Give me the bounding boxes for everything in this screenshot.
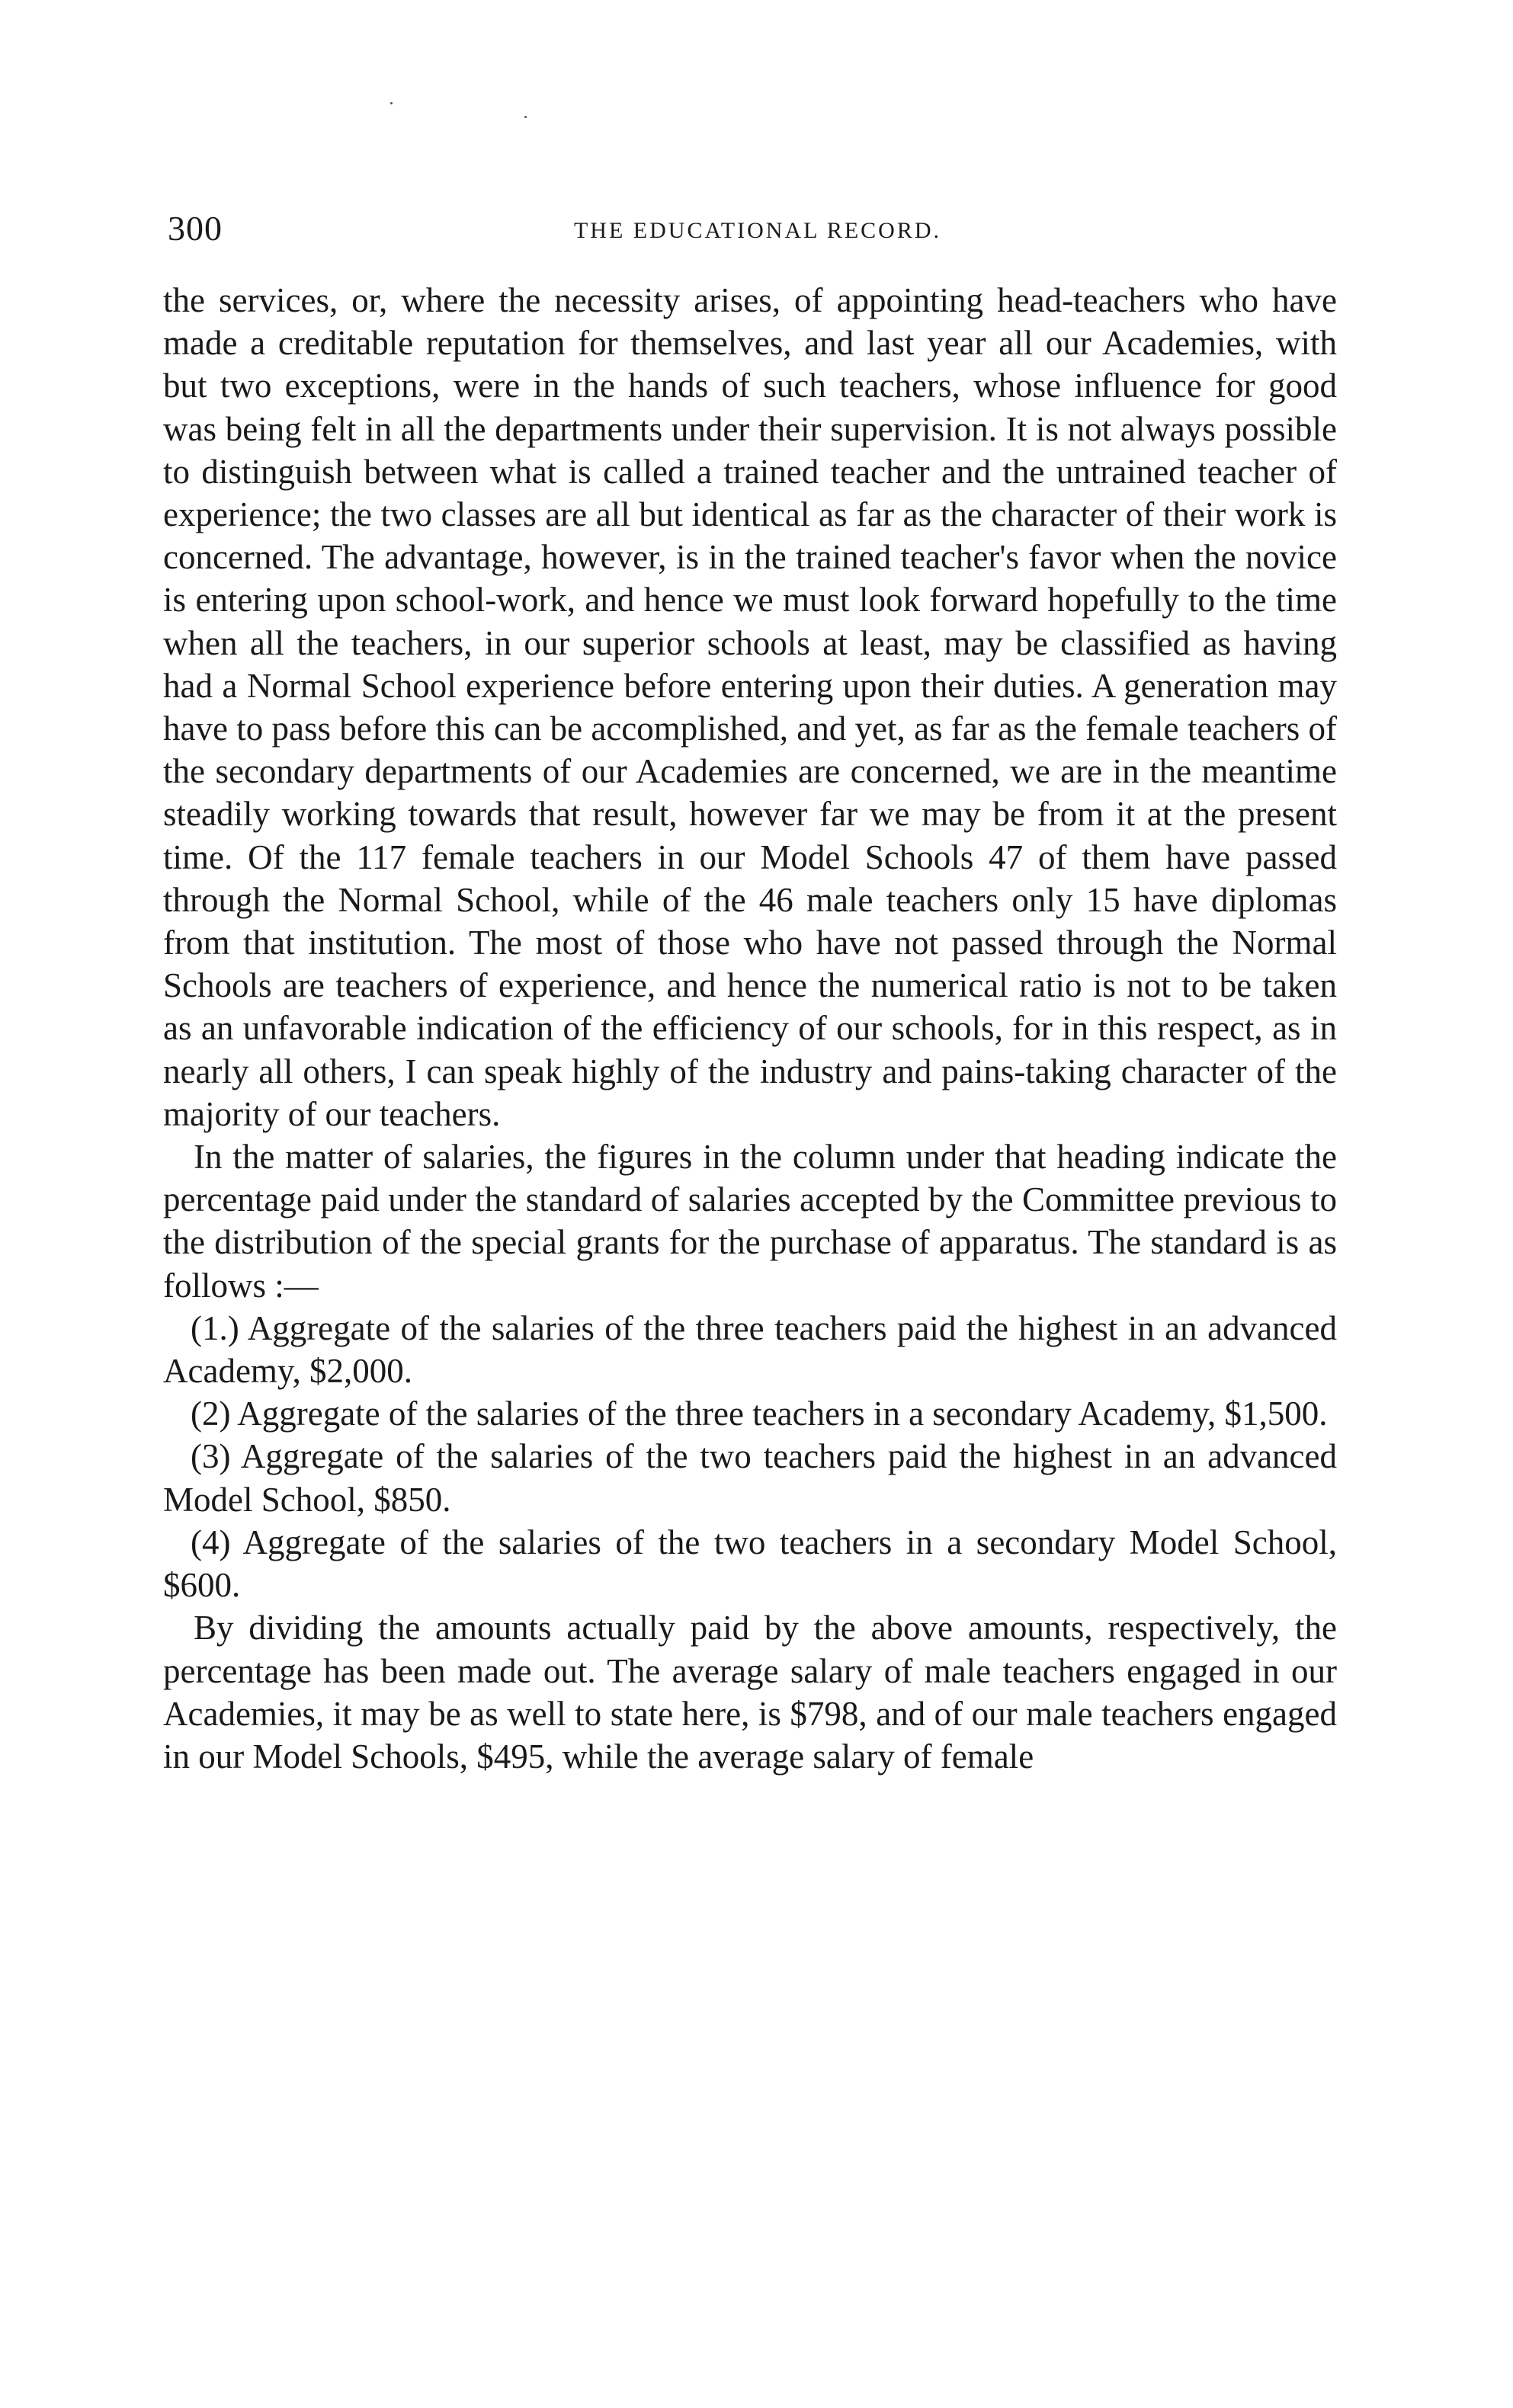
standard-item-2: (2) Aggregate of the salaries of the three teachers in a secondary Academy, $1,500. <box>191 1395 1328 1433</box>
journal-title: THE EDUCATIONAL RECORD. <box>573 218 942 243</box>
scan-speck <box>390 102 393 104</box>
paragraph-average-salary: By dividing the amounts actually paid by the above amounts, respectively, the percentage has been made out. The average salary of male teachers engaged in our Academies, it may be as well to state here, is $798, and of our male teachers engaged in our Model Schools, $495, while the average salary of female <box>163 1609 1337 1776</box>
scan-speck <box>524 116 527 118</box>
standard-item-1: (1.) Aggregate of the salaries of the three teachers paid the highest in an advanced Academy, $2,000. <box>163 1308 1337 1391</box>
running-head <box>163 206 1337 251</box>
page-number: 300 <box>168 209 223 248</box>
scan-specks <box>0 91 1513 137</box>
book-page <box>163 206 1337 2332</box>
body-text <box>163 279 1337 1778</box>
paragraph-teachers: the services, or, where the necessity arises, of appointing head-teachers who have made a creditable reputation for themselves, and last year all our Academies, with but two exceptions, were in the hands of such teachers, whose influence for good was being felt in all the departments under their supervision. It is not always possible to distinguish between what is called a trained teacher and the untrained teacher of experience; the two classes are all but identical as far as the character of their work is concerned. The advantage, however, is in the trained teacher's favor when the novice is entering upon school-work, and hence we must look forward hopefully to the time when all the teachers, in our superior schools at least, may be classified as having had a Normal School experience before entering upon their duties. A generation may have to pass before this can be accomplished, and yet, as far as the female teachers of the secondary departments of our Academies are concerned, we are in the meantime steadily working towards that result, however far we may be from it at the present time. Of the 117 female teachers in our Model Schools 47 of them have passed through the Normal School, while of the 46 male teachers only 15 have diplomas from that institution. The most of those who have not passed through the Normal Schools are teachers of experience, and hence the numerical ratio is not to be taken as an unfavorable indication of the efficiency of our schools, for in this respect, as in nearly all others, I can speak highly of the industry and pains-taking character of the majority of our teachers. <box>163 281 1337 1133</box>
standard-item-4: (4) Aggregate of the salaries of the two teachers in a secondary Model School, $600. <box>163 1523 1337 1605</box>
paragraph-salaries: In the matter of salaries, the figures in the column under that heading indicate the percentage paid under the standard of salaries accepted by the Committee previous to the distribution of the special grants for the purchase of apparatus. The standard is as follows :— <box>163 1138 1337 1305</box>
standard-item-3: (3) Aggregate of the salaries of the two teachers paid the highest in an advanced Model School, $850. <box>163 1437 1337 1519</box>
